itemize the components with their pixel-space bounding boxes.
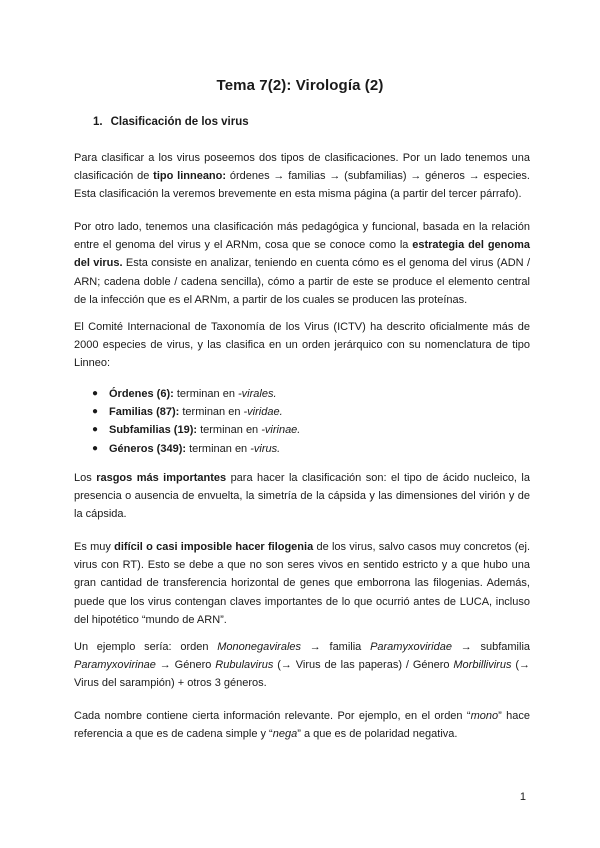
- text-run: → Género: [155, 659, 216, 672]
- text-run: Es muy: [74, 541, 115, 553]
- italic-term: Mononegavirales: [217, 641, 302, 653]
- text-run: Esta consiste en analizar, teniendo en cuenta cómo es el genoma del virus (ADN / ARN; cadena doble / cadena sencilla), cómo a partir de este se produce el elemento central de la infección que es el ARNm, a partir de los cuales se producen las proteínas.: [74, 257, 531, 306]
- paragraph-key-traits: [74, 469, 530, 524]
- paragraph-name-meaning: [74, 707, 530, 743]
- text-run: ” a que es de polaridad negativa.: [297, 728, 458, 741]
- taxonomy-list: [92, 385, 512, 458]
- text-run: Los: [74, 472, 97, 484]
- list-item-text: terminan en: [197, 424, 262, 437]
- list-item-label: Familias (87):: [109, 406, 180, 419]
- text-run: (→ Virus del sarampión) + otros 3 géneros.: [74, 659, 530, 690]
- list-item: [92, 403, 512, 421]
- text-run: → subfamilia: [451, 641, 531, 653]
- page-title: Tema 7(2): Virología (2): [216, 77, 384, 94]
- paragraph-phylogeny: [74, 538, 530, 629]
- section-number: 1.: [93, 116, 103, 128]
- bullet-icon: ●: [92, 406, 99, 418]
- bold-term: rasgos más importantes: [96, 472, 227, 484]
- list-item: [92, 440, 512, 458]
- bullet-icon: ●: [92, 442, 99, 454]
- paragraph-ictv: [74, 318, 530, 373]
- list-item-label: Géneros (349):: [109, 442, 187, 455]
- list-item-suffix: -virinae.: [261, 424, 301, 437]
- list-item-suffix: -viridae.: [243, 406, 283, 419]
- list-item-text: terminan en: [173, 388, 238, 400]
- text-run: para hacer la clasificación son: el tipo de ácido nucleico, la presencia o ausencia de envuelta, la simetría de la cápsida y las dimensiones del virión y de la cápsida.: [74, 472, 530, 521]
- text-run: Por otro lado, tenemos una clasificación más pedagógica y funcional, basada en la relación entre el genoma del virus y el ARNm, cosa que se conoce como la: [74, 221, 530, 252]
- list-item: [92, 385, 512, 403]
- list-item-label: Subfamilias (19):: [109, 424, 198, 437]
- page-number: 1: [519, 791, 526, 803]
- text-run: Cada nombre contiene cierta información relevante. Por ejemplo, en el orden “: [74, 710, 471, 722]
- text-run: (→ Virus de las paperas) / Género: [273, 659, 454, 672]
- paragraph-example: [74, 638, 530, 693]
- list-item-suffix: -virus.: [250, 442, 281, 455]
- text-run: → familia: [301, 641, 371, 653]
- section-heading: [93, 116, 249, 128]
- text-run: El Comité Internacional de Taxonomía de los Virus (ICTV) ha descrito oficialmente más de 2000 especies de virus, y las clasifica en un orden jerárquico con su nomenclatura de tipo Linneo:: [74, 321, 530, 370]
- italic-term: mono: [470, 710, 499, 722]
- text-run: Para clasificar a los virus poseemos dos tipos de clasificaciones. Por un lado tenemos una clasificación de: [74, 152, 530, 183]
- paragraph-genome-strategy: [74, 218, 530, 309]
- list-item-text: terminan en: [186, 442, 251, 455]
- text-run: Un ejemplo sería: orden: [74, 641, 218, 653]
- italic-term: Paramyxovirinae: [74, 659, 156, 672]
- italic-term: Paramyxoviridae: [370, 641, 452, 653]
- list-item-suffix: -virales.: [238, 388, 277, 400]
- list-item-label: Órdenes (6):: [109, 388, 174, 400]
- bold-term: difícil o casi imposible hacer filogenia: [114, 541, 314, 553]
- text-run: ” hace referencia a que es de cadena simple y “: [74, 710, 530, 741]
- paragraph-classification-types: [74, 149, 530, 204]
- bold-term: tipo linneano:: [153, 170, 227, 183]
- text-run: órdenes → familias → (subfamilias) → géneros → especies. Esta clasificación la veremos brevemente en esta misma página (a partir del tercer párrafo).: [74, 170, 530, 201]
- italic-term: Rubulavirus: [215, 659, 274, 672]
- list-item-text: terminan en: [179, 406, 244, 419]
- bold-term: estrategia del genoma del virus.: [74, 239, 530, 270]
- bullet-icon: ●: [92, 388, 99, 399]
- bullet-icon: ●: [92, 424, 99, 436]
- list-item: [92, 421, 512, 439]
- text-run: de los virus, salvo casos muy concretos (ej. virus con RT). Esto se debe a que no son seres vivos en sentido estricto y a que hubo una gran cantidad de transferencia horizontal de genes que emborrona las filogenias. Además, puede que los virus contengan claves importantes de lo que ocurrió antes de LUCA, incluso del hipotético “mundo de ARN”.: [74, 541, 530, 626]
- section-title: Clasificación de los virus: [110, 116, 249, 128]
- italic-term: nega: [272, 728, 298, 741]
- italic-term: Morbillivirus: [453, 659, 512, 672]
